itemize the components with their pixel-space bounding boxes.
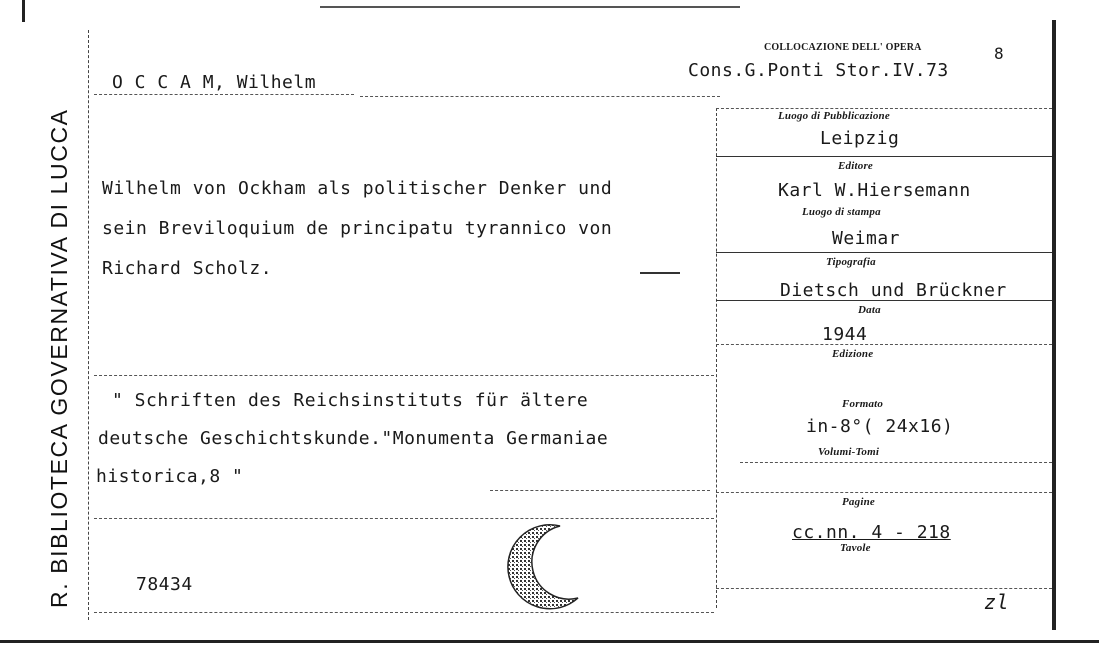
formato-label: Formato [842, 398, 884, 410]
series-line-1: " Schriften des Reichsinstituts für ältere [112, 390, 589, 411]
guide-line [94, 94, 354, 95]
data-label: Data [858, 304, 881, 316]
data-value: 1944 [822, 324, 868, 345]
pagine-value: cc.nn. 4 - 218 [792, 522, 951, 543]
shelfmark: Cons.G.Ponti Stor.IV.73 [688, 60, 949, 81]
details-rule [716, 252, 1052, 253]
details-rule [716, 300, 1052, 301]
library-stamp [500, 520, 588, 614]
formato-value: in-8°( 24x16) [806, 416, 954, 437]
author-heading: O C C A M, Wilhelm [112, 72, 317, 93]
edizione-label: Edizione [832, 348, 874, 360]
details-rule [716, 344, 1052, 345]
guide-line [640, 272, 680, 274]
card-bottom-border [0, 640, 1099, 643]
tipografia-label: Tipografia [826, 256, 876, 268]
luogo-stampa-label: Luogo di stampa [802, 206, 881, 218]
luogo-stampa-value: Weimar [832, 228, 901, 249]
scan-edge-top [320, 6, 740, 8]
shelfmark-sup: 8 [994, 44, 1005, 63]
card-right-border [1052, 20, 1056, 630]
volumi-label: Volumi-Tomi [818, 446, 880, 458]
details-rule [716, 588, 1052, 589]
guide-line [94, 518, 714, 519]
editore-label: Editore [838, 160, 874, 172]
title-line-1: Wilhelm von Ockham als politischer Denker und [102, 178, 613, 199]
scan-edge-left-top [22, 0, 25, 22]
collocazione-label: COLLOCAZIONE DELL' OPERA [764, 42, 922, 53]
left-margin-dashes [88, 30, 89, 620]
guide-line [490, 490, 710, 491]
details-rule [716, 492, 1052, 493]
editore-value: Karl W.Hiersemann [778, 180, 971, 201]
corner-mark: zl [984, 590, 1010, 614]
title-line-3: Richard Scholz. [102, 258, 273, 279]
details-rule [716, 156, 1052, 157]
details-rule [740, 462, 1052, 463]
title-line-2: sein Breviloquium de principatu tyrannico von [102, 218, 613, 239]
library-side-label: R. BIBLIOTECA GOVERNATIVA DI LUCCA [46, 108, 72, 608]
inventory-number: 78434 [136, 574, 193, 595]
luogo-pubblicazione-label: Luogo di Pubblicazione [778, 110, 890, 122]
details-column-divider [716, 108, 717, 608]
tipografia-value: Dietsch und Brückner [780, 280, 1007, 301]
guide-line [94, 375, 714, 376]
series-line-2: deutsche Geschichtskunde."Monumenta Germaniae [98, 428, 609, 449]
guide-line [94, 612, 714, 613]
pagine-label: Pagine [842, 496, 875, 508]
tavole-label: Tavole [840, 542, 871, 554]
details-rule [716, 108, 1052, 109]
series-line-3: historica,8 " [96, 466, 244, 487]
guide-line [360, 96, 720, 97]
luogo-pubblicazione-value: Leipzig [820, 128, 900, 149]
